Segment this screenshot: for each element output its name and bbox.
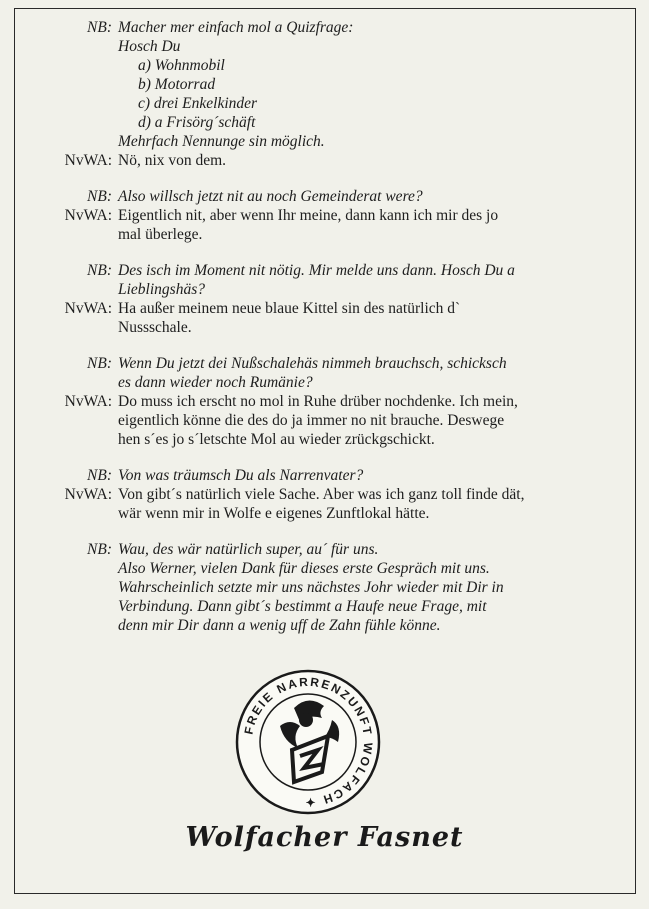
line: Also Werner, vielen Dank für dieses erste Gespräch mit uns. bbox=[118, 560, 490, 577]
speaker-label: NvWA: bbox=[64, 300, 112, 317]
line: es dann wieder noch Rumänie? bbox=[118, 374, 313, 391]
line: wär wenn mir in Wolfe e eigenes Zunftlokal hätte. bbox=[118, 505, 430, 522]
entry-nb bbox=[50, 466, 598, 485]
line: Ha außer meinem neue blaue Kittel sin des natürlich d` bbox=[118, 300, 461, 317]
entry-nvwa bbox=[50, 299, 598, 337]
dialogue bbox=[50, 18, 598, 635]
speaker-label: NB: bbox=[87, 355, 112, 372]
brand-wordmark: Wolfacher Fasnet bbox=[185, 822, 464, 853]
entry-nvwa bbox=[50, 485, 598, 523]
line: Wau, des wär natürlich super, au´ für uns. bbox=[118, 541, 379, 558]
line: Do muss ich erscht no mol in Ruhe drüber nochdenke. Ich mein, bbox=[118, 393, 518, 410]
line: mal überlege. bbox=[118, 226, 203, 243]
speaker-label: NB: bbox=[87, 188, 112, 205]
line: Nö, nix von dem. bbox=[118, 152, 227, 169]
line: Von gibt´s natürlich viele Sache. Aber was ich ganz toll finde dät, bbox=[118, 486, 525, 503]
speaker-label: NvWA: bbox=[64, 393, 112, 410]
line: Also willsch jetzt nit au noch Gemeinderat were? bbox=[118, 188, 423, 205]
quiz-option: d) a Frisörg´schäft bbox=[138, 114, 256, 131]
line: denn mir Dir dann a wenig uff de Zahn fühle könne. bbox=[118, 617, 441, 634]
svg-text:FREIE NARRENZUNFT WOLFACH ✦: FREIE NARRENZUNFT WOLFACH ✦ bbox=[241, 674, 376, 810]
line: hen s´es jo s´letschte Mol au wieder zrückgschickt. bbox=[118, 431, 435, 448]
line: Eigentlich nit, aber wenn Ihr meine, dann kann ich mir des jo bbox=[118, 207, 499, 224]
quiz-option: a) Wohnmobil bbox=[138, 57, 225, 74]
speaker-label: NB: bbox=[87, 467, 112, 484]
speaker-label: NB: bbox=[87, 262, 112, 279]
line: Lieblingshäs? bbox=[118, 281, 205, 298]
line: Nussschale. bbox=[118, 319, 192, 336]
line: eigentlich könne die des do ja immer no nit brauche. Deswege bbox=[118, 412, 505, 429]
entry-nb-quiz bbox=[50, 18, 598, 151]
line: Mehrfach Nennunge sin möglich. bbox=[118, 133, 325, 150]
line: Macher mer einfach mol a Quizfrage: bbox=[118, 19, 354, 36]
speaker-label: NB: bbox=[87, 19, 112, 36]
speaker-label: NB: bbox=[87, 541, 112, 558]
line: Hosch Du bbox=[118, 38, 181, 55]
speaker-label: NvWA: bbox=[64, 486, 112, 503]
quiz-option: c) drei Enkelkinder bbox=[138, 95, 258, 112]
line: Von was träumsch Du als Narrenvater? bbox=[118, 467, 364, 484]
line: Verbindung. Dann gibt´s bestimmt a Haufe neue Frage, mit bbox=[118, 598, 487, 615]
speaker-label: NvWA: bbox=[64, 152, 112, 169]
entry-nvwa bbox=[50, 206, 598, 244]
line: Des isch im Moment nit nötig. Mir melde uns dann. Hosch Du a bbox=[118, 262, 515, 279]
entry-nvwa bbox=[50, 392, 598, 449]
speaker-label: NvWA: bbox=[64, 207, 112, 224]
entry-nb bbox=[50, 354, 598, 392]
line: Wenn Du jetzt dei Nußschalehäs nimmeh brauchsch, schicksch bbox=[118, 355, 507, 372]
entry-nb bbox=[50, 187, 598, 206]
entry-nvwa bbox=[50, 151, 598, 170]
entry-nb bbox=[50, 261, 598, 299]
quiz-option: b) Motorrad bbox=[138, 76, 216, 93]
zunft-seal-icon bbox=[234, 668, 382, 816]
line: Wahrscheinlich setzte mir uns nächstes Johr wieder mit Dir in bbox=[118, 579, 504, 596]
entry-nb-closing bbox=[50, 540, 598, 635]
